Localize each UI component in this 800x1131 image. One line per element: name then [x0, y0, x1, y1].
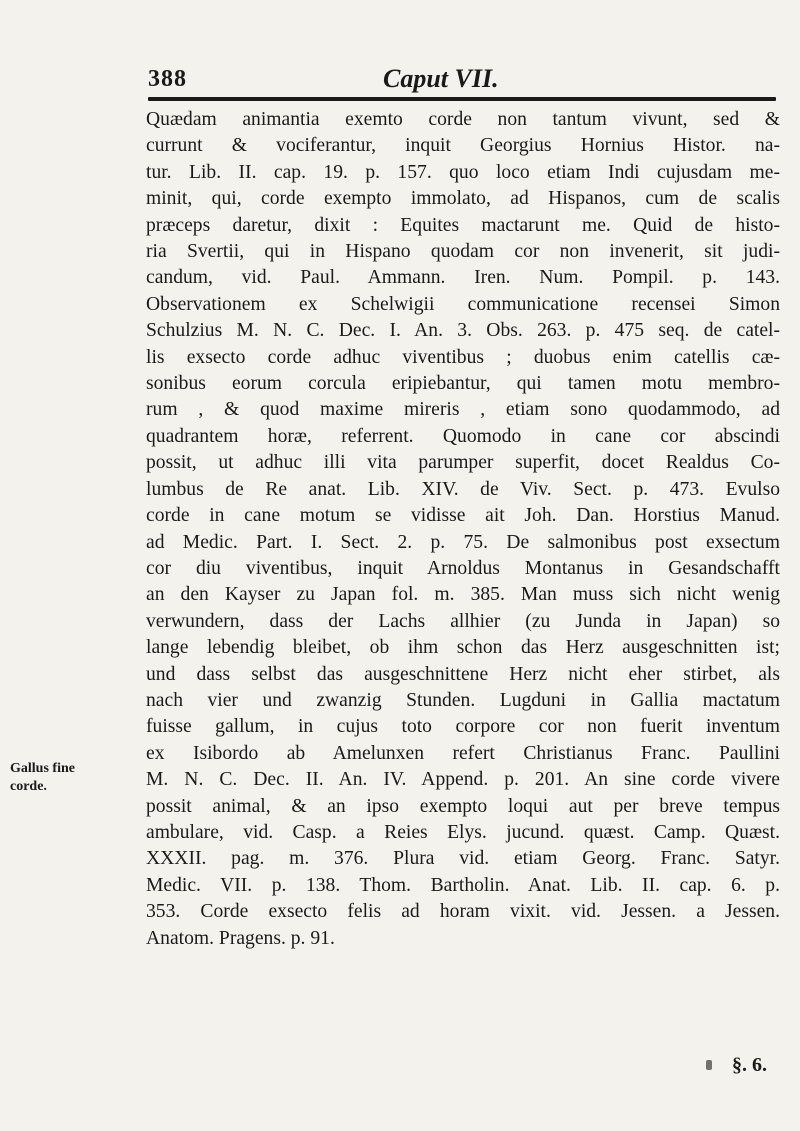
text-line: ad Medic. Part. I. Sect. 2. p. 75. De salmonibus post exsectum	[146, 531, 780, 553]
text-line: possit, ut adhuc illi vita parumper superfit, docet Realdus Co-	[146, 452, 780, 474]
text-line: tur. Lib. II. cap. 19. p. 157. quo loco etiam Indi cujusdam me-	[146, 161, 780, 183]
text-line: Schulzius M. N. C. Dec. I. An. 3. Obs. 263. p. 475 seq. de catel-	[146, 320, 780, 342]
text-line: M. N. C. Dec. II. An. IV. Append. p. 201. An sine corde vivere	[146, 769, 780, 791]
text-line: ex Isibordo ab Amelunxen refert Christianus Franc. Paullini	[146, 742, 780, 764]
text-line: rum , & quod maxime mireris , etiam sono quodammodo, ad	[146, 399, 780, 421]
text-line: an den Kayser zu Japan fol. m. 385. Man muss sich nicht wenig	[146, 584, 780, 606]
body-text	[146, 107, 780, 952]
text-line: ria Svertii, qui in Hispano quodam cor non invenerit, sit judi-	[146, 241, 780, 263]
text-line: Observationem ex Schelwigii communicatione recensei Simon	[146, 293, 780, 315]
text-line: verwundern, dass der Lachs allhier (zu Junda in Japan) so	[146, 610, 780, 632]
text-line: Anatom. Pragens. p. 91.	[146, 927, 335, 949]
text-line: nach vier und zwanzig Stunden. Lugduni in Gallia mactatum	[146, 689, 780, 711]
header-rule	[148, 97, 776, 101]
text-line: corde in cane motum se vidisse ait Joh. Dan. Horstius Manud.	[146, 505, 780, 527]
text-line: 353. Corde exsecto felis ad horam vixit. vid. Jessen. a Jessen.	[146, 901, 780, 923]
text-line: ambulare, vid. Casp. a Reies Elys. jucund. quæst. Camp. Quæst.	[146, 821, 780, 843]
catchword: §. 6.	[732, 1054, 767, 1076]
text-line: cor diu viventibus, inquit Arnoldus Montanus in Gesandschafft	[146, 557, 780, 579]
ink-smudge	[706, 1060, 712, 1070]
text-line: currunt & vociferantur, inquit Georgius Hornius Histor. na-	[146, 135, 780, 157]
text-line: sonibus eorum corcula eripiebantur, qui tamen motu membro-	[146, 373, 780, 395]
text-line: lumbus de Re anat. Lib. XIV. de Viv. Sect. p. 473. Evulso	[146, 478, 780, 500]
text-line: præceps daretur, dixit : Equites mactarunt me. Quid de histo-	[146, 214, 780, 236]
text-line: lange lebendig bleibet, ob ihm schon das Herz ausgeschnitten ist;	[146, 637, 780, 659]
text-line: minit, qui, corde exempto immolato, ad Hispanos, cum de scalis	[146, 188, 780, 210]
text-line: XXXII. pag. m. 376. Plura vid. etiam Georg. Franc. Satyr.	[146, 848, 780, 870]
text-line: lis exsecto corde adhuc viventibus ; duobus enim catellis cæ-	[146, 346, 780, 368]
page-header	[148, 66, 780, 94]
text-line: Medic. VII. p. 138. Thom. Bartholin. Anat. Lib. II. cap. 6. p.	[146, 874, 780, 896]
text-line: und dass selbst das ausgeschnittene Herz nicht eher stirbet, als	[146, 663, 780, 685]
text-line: quadrantem horæ, referrent. Quomodo in cane cor abscindi	[146, 425, 780, 447]
marginal-note-line: corde.	[10, 779, 47, 794]
text-line: candum, vid. Paul. Ammann. Iren. Num. Pompil. p. 143.	[146, 267, 780, 289]
page-number: 388	[148, 66, 187, 92]
text-line: fuisse gallum, in cujus toto corpore cor non fuerit inventum	[146, 716, 780, 738]
text-line: possit animal, & an ipso exempto loqui aut per breve tempus	[146, 795, 780, 817]
marginal-note-line: Gallus fine	[10, 761, 75, 776]
running-title: Caput VII.	[383, 64, 499, 93]
marginal-note	[10, 760, 90, 796]
text-line: Quædam animantia exemto corde non tantum vivunt, sed &	[146, 109, 780, 130]
